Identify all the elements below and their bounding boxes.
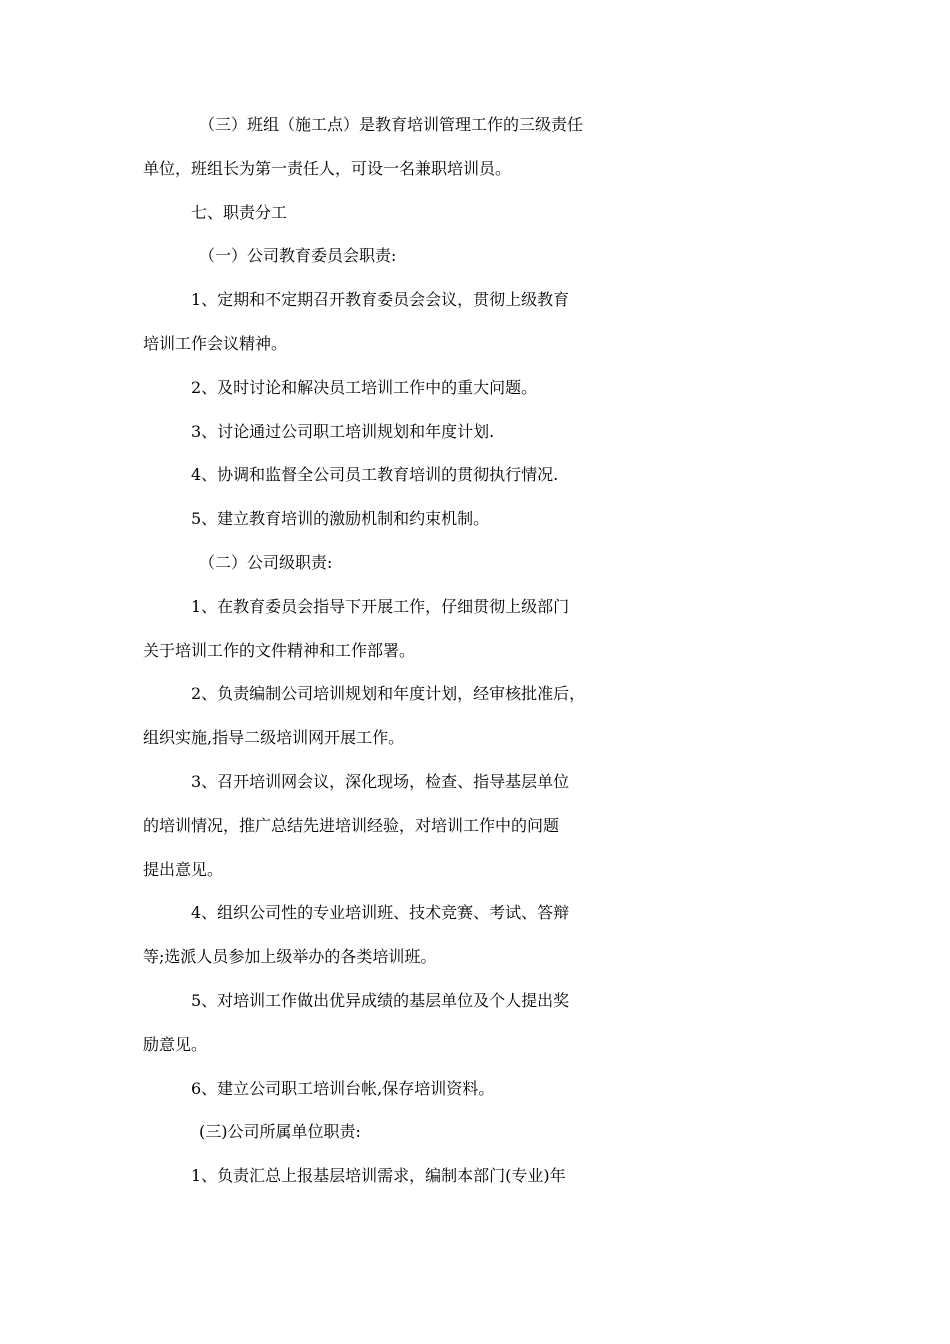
list-item: 4、协调和监督全公司员工教育培训的贯彻执行情况.: [191, 465, 559, 485]
list-item: 6、建立公司职工培训台帐,保存培训资料。: [191, 1078, 495, 1098]
list-item: 5、建立教育培训的激励机制和约束机制。: [191, 509, 490, 529]
paragraph-line: 单位，班组长为第一责任人，可设一名兼职培训员。: [143, 158, 512, 178]
list-item: 1、定期和不定期召开教育委员会会议，贯彻上级教育: [191, 290, 570, 310]
list-item: 1、在教育委员会指导下开展工作，仔细贯彻上级部门: [191, 596, 570, 616]
subsection-heading: （二）公司级职责:: [199, 552, 333, 572]
paragraph-line: 组织实施,指导二级培训网开展工作。: [143, 728, 405, 748]
paragraph-line: 提出意见。: [143, 859, 224, 879]
section-heading: 七、职责分工: [191, 202, 288, 222]
subsection-heading: （一）公司教育委员会职责:: [199, 246, 397, 266]
subsection-heading: (三)公司所属单位职责:: [199, 1122, 361, 1142]
paragraph-line: 关于培训工作的文件精神和工作部署。: [143, 640, 416, 660]
paragraph-line: 的培训情况，推广总结先进培训经验，对培训工作中的问题: [143, 815, 560, 835]
paragraph-line: （三）班组（施工点）是教育培训管理工作的三级责任: [199, 115, 584, 134]
paragraph-line: 培训工作会议精神。: [143, 333, 288, 353]
list-item: 2、负责编制公司培训规划和年度计划，经审核批准后，: [191, 684, 586, 704]
list-item: 5、对培训工作做出优异成绩的基层单位及个人提出奖: [191, 990, 570, 1010]
list-item: 4、组织公司性的专业培训班、技术竞赛、考试、答辩: [191, 903, 570, 923]
document-body: [143, 112, 810, 1207]
list-item: 3、讨论通过公司职工培训规划和年度计划.: [191, 421, 495, 441]
list-item: 1、负责汇总上报基层培训需求，编制本部门(专业)年: [191, 1166, 566, 1186]
paragraph-line: 励意见。: [143, 1034, 208, 1054]
list-item: 3、召开培训网会议，深化现场，检查、指导基层单位: [191, 771, 570, 791]
list-item: 2、及时讨论和解决员工培训工作中的重大问题。: [191, 377, 538, 397]
paragraph-line: 等;选派人员参加上级举办的各类培训班。: [143, 947, 437, 967]
